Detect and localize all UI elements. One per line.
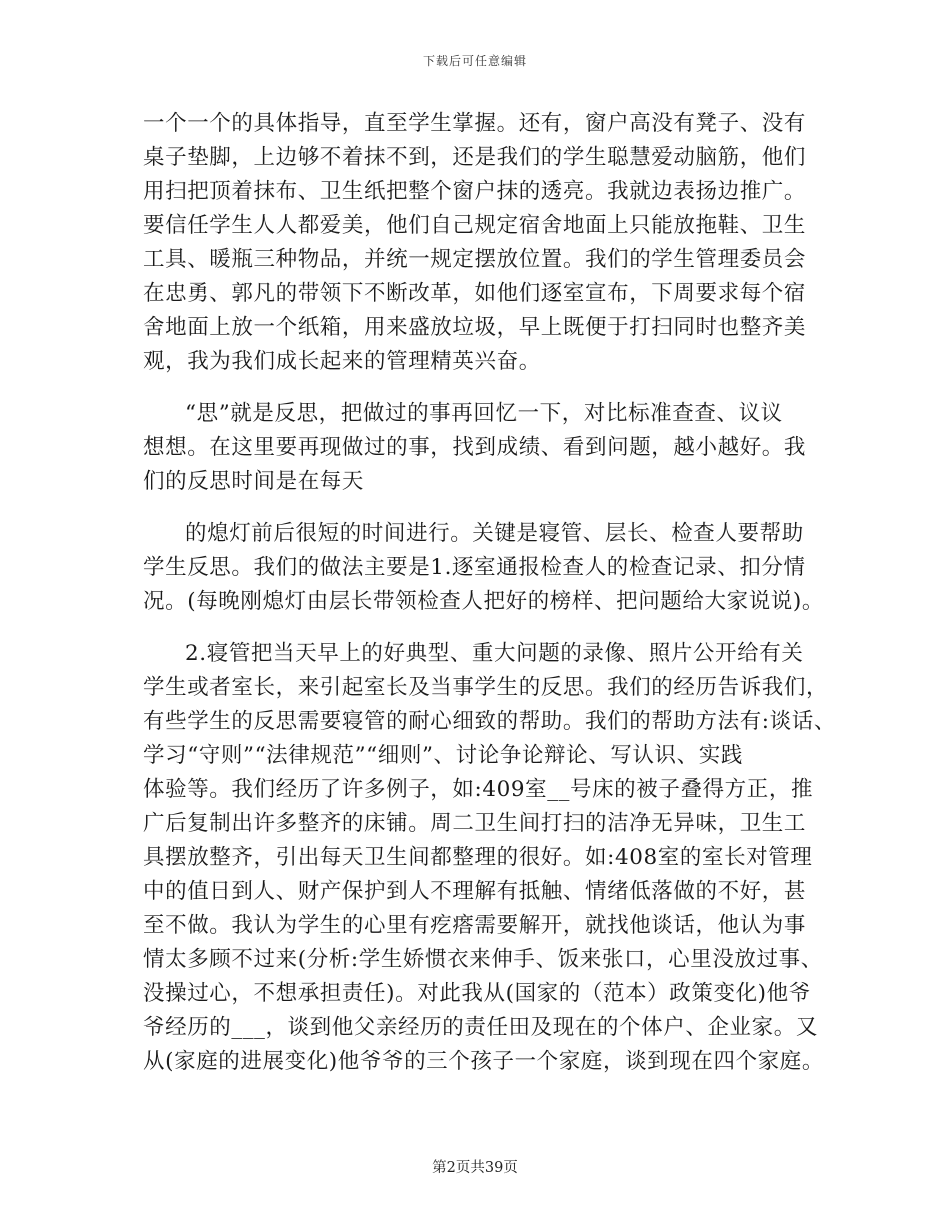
body-line: 的熄灯前后很短的时间进行。关键是寝管、层长、检查人要帮助 bbox=[185, 521, 804, 546]
body-line: 一个一个的具体指导，直至学生掌握。还有，窗户高没有凳子、没有 bbox=[143, 111, 807, 136]
body-line: 体验等。我们经历了许多例子，如:409室__号床的被子叠得方正，推 bbox=[143, 777, 814, 802]
body-line: 至不做。我认为学生的心里有疙瘩需要解开，就找他谈话，他认为事 bbox=[143, 913, 807, 938]
body-line: 没操过心，不想承担责任)。对此我从(国家的（范本）政策变化)他爷 bbox=[143, 981, 811, 1006]
body-line: 况。(每晚刚熄灯由层长带领检查人把好的榜样、把问题给大家说说)。 bbox=[143, 589, 824, 614]
body-line: 情太多顾不过来(分析:学生娇惯衣来伸手、饭来张口，心里没放过事、 bbox=[143, 947, 823, 972]
body-line: 学生或者室长，来引起室长及当事学生的反思。我们的经历告诉我们， bbox=[143, 675, 829, 700]
body-line: 爷经历的___，谈到他父亲经历的责任田及现在的个体户、企业家。又 bbox=[143, 1015, 818, 1040]
body-line: 桌子垫脚，上边够不着抹不到，还是我们的学生聪慧爱动脑筋，他们 bbox=[143, 145, 807, 170]
body-line: 中的值日到人、财产保护到人不理解有抵触、情绪低落做的不好，甚 bbox=[143, 879, 807, 904]
body-line: “思”就是反思，把做过的事再回忆一下，对比标准查查、议议 bbox=[185, 401, 783, 426]
body-line: 学生反思。我们的做法主要是1.逐室通报检查人的检查记录、扣分情 bbox=[143, 555, 806, 580]
body-line: 们的反思时间是在每天 bbox=[143, 469, 365, 494]
body-line: 舍地面上放一个纸箱，用来盛放垃圾，早上既便于打扫同时也整齐美 bbox=[143, 315, 807, 340]
body-line: 观，我为我们成长起来的管理精英兴奋。 bbox=[143, 349, 541, 374]
body-line: 从(家庭的进展变化)他爷爷的三个孩子一个家庭，谈到现在四个家庭。 bbox=[143, 1049, 824, 1074]
body-line: 具摆放整齐，引出每天卫生间都整理的很好。如:408室的室长对管理 bbox=[143, 845, 813, 870]
body-line: 要信任学生人人都爱美，他们自己规定宿舍地面上只能放拖鞋、卫生 bbox=[143, 213, 807, 238]
body-line: 想想。在这里要再现做过的事，找到成绩、看到问题，越小越好。我 bbox=[143, 435, 807, 460]
body-line: 有些学生的反思需要寝管的耐心细致的帮助。我们的帮助方法有:谈话、 bbox=[143, 709, 836, 734]
body-line: 工具、暖瓶三种物品，并统一规定摆放位置。我们的学生管理委员会 bbox=[143, 247, 807, 272]
body-line: 用扫把顶着抹布、卫生纸把整个窗户抹的透亮。我就边表扬边推广。 bbox=[143, 179, 807, 204]
page-header: 下载后可任意编辑 bbox=[422, 54, 527, 68]
body-line: 学习“守则”“法律规范”“细则”、讨论争论辩论、写认识、实践 bbox=[143, 743, 743, 768]
body-line: 在忠勇、郭凡的带领下不断改革，如他们逐室宣布，下周要求每个宿 bbox=[143, 281, 807, 306]
body-line: 2.寝管把当天早上的好典型、重大问题的录像、照片公开给有关 bbox=[185, 641, 804, 666]
body-line: 广后复制出许多整齐的床铺。周二卫生间打扫的洁净无异味，卫生工 bbox=[143, 811, 807, 836]
page-number: 第2页共39页 bbox=[432, 1160, 518, 1176]
